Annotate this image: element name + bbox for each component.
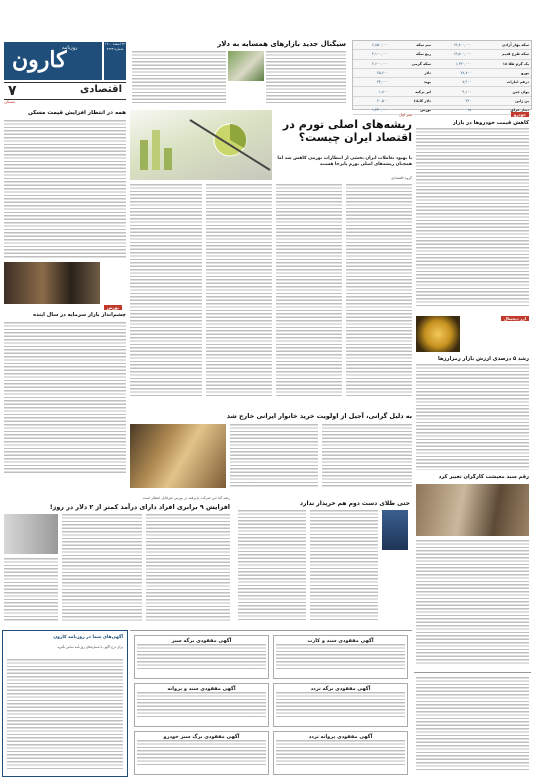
right-top-headline: کاهش قیمت خودروها در بازار <box>452 120 529 126</box>
mid-text-1 <box>322 424 412 488</box>
classified-ad-text <box>276 644 405 670</box>
main-col-1 <box>346 184 412 396</box>
bottom-mid-text-2 <box>238 510 306 622</box>
price-cell: لیر ترکیه <box>390 87 433 96</box>
classified-ad-text <box>137 644 266 670</box>
price-cell: ۱۸ <box>433 106 473 115</box>
bitcoin-photo <box>416 316 460 352</box>
right-top-tag: خودرو <box>511 112 529 117</box>
bottom-left-text-1 <box>146 514 230 622</box>
section-bar <box>4 82 126 100</box>
price-cell: ۱,۸۰۰ <box>353 87 390 96</box>
price-cell: ۲,۶۰۰,۰۰۰ <box>353 59 390 68</box>
main-story <box>130 110 412 410</box>
price-row <box>353 78 531 87</box>
left-top-headline: همه در انتظار افزایش قیمت مسکن <box>28 110 126 116</box>
section-name: اقتصادی <box>80 84 122 95</box>
issue-number: شماره ۴۶۳۳ <box>106 47 124 51</box>
mid-article <box>130 412 412 492</box>
bottom-mid-article <box>236 496 412 626</box>
bottom-left-text-2 <box>62 514 142 622</box>
price-cell: سکه بهار آزادی <box>473 41 531 50</box>
classified-ad-text <box>276 740 405 766</box>
masthead-info <box>104 42 126 80</box>
classified-ad <box>134 731 269 775</box>
price-cell: ۱۴,۵۰۰,۰۰۰ <box>433 50 473 59</box>
price-row <box>353 50 531 59</box>
price-cell: بورس <box>390 106 433 115</box>
right-top-article <box>414 110 531 310</box>
section-tag: مسکن <box>4 99 15 104</box>
price-cell: سکه طرح قدیم <box>473 50 531 59</box>
mid-text-2 <box>230 424 318 488</box>
price-cell: ۱,۳۳۰,۰۰۰ <box>433 59 473 68</box>
ads-area <box>130 630 412 776</box>
price-cell: دینار عراق <box>473 106 531 115</box>
price-cell: دلار <box>390 68 433 77</box>
main-headline: ریشه‌های اصلی تورم در اقتصاد ایران چیست؟ <box>282 118 412 144</box>
promo-box <box>2 630 128 777</box>
main-col-4 <box>130 184 202 396</box>
main-subhead: با بهبود تعاملات ایران بخشی از انتظارات تورمی کاهش شد اما همچنان ریشه‌های اصلی تورم پابرجا هستند <box>277 156 412 167</box>
right-mid-headline: رشد ۵ درصدی ارزش بازار رمزارزها <box>438 356 529 362</box>
classified-ad <box>273 731 408 775</box>
classified-ad <box>273 683 408 727</box>
left-mid-article <box>2 312 128 477</box>
issue-date: ۲۲ اسفند ۱۴۰۰ <box>104 42 126 46</box>
bottom-left-headline: افزایش ۹ برابری افراد دارای درآمد کمتر از ۲ دلار در روز! <box>49 503 230 511</box>
price-cell: یوان چین <box>473 87 531 96</box>
price-cell: ۲۰,۵۰۰ <box>353 96 390 105</box>
classified-ad-title: آگهی مفقودی پروانه تردد <box>308 734 373 740</box>
main-kicker: تیتر اول <box>399 112 412 117</box>
price-cell: دلار کانادا <box>390 96 433 105</box>
left-mid-headline: چشم‌انداز بازار سرمایه در سال آینده <box>33 312 126 318</box>
price-cell: درهم امارات <box>473 78 531 87</box>
price-cell: ۲۸,۷۰۰ <box>433 68 473 77</box>
top-story-text-b <box>132 51 226 103</box>
nuts-photo <box>130 424 226 488</box>
classified-ad-title: آگهی مفقودی سند و کارت <box>307 638 374 644</box>
price-cell: ۲۵,۶۰۰ <box>353 68 390 77</box>
gold-photo <box>382 510 408 550</box>
promo-text: برای درج آگهی با شماره‌های روزنامه تماس بگیرید <box>57 645 123 649</box>
classified-ad-text <box>276 692 405 718</box>
price-row <box>353 96 531 105</box>
left-top-article <box>2 110 128 260</box>
right-bottom-headline: رقم سبد معیشت کارگران تغییر کرد <box>438 474 529 480</box>
worker-photo <box>416 484 529 536</box>
masthead <box>0 40 128 106</box>
ads-grid <box>130 631 412 779</box>
page-number: ۷ <box>8 83 17 99</box>
logo-box <box>4 42 102 80</box>
price-cell: ربع سکه <box>390 50 433 59</box>
classified-ad <box>134 683 269 727</box>
price-cell: ۴,۱۰۰ <box>433 87 473 96</box>
price-cell: ۶,۸۵۰,۰۰۰ <box>353 41 390 50</box>
price-row <box>353 68 531 77</box>
price-table <box>352 40 532 113</box>
left-mid-text <box>4 322 126 474</box>
mid-headline: به دلیل گرانی، آجیل از اولویت خرید خانوار ایرانی خارج شد <box>226 412 412 420</box>
bottom-mid-text-1 <box>310 510 378 622</box>
price-cell: پوند <box>390 78 433 87</box>
price-row <box>353 41 531 50</box>
classified-ad-title: آگهی مفقودی سند و پروانه <box>167 686 236 692</box>
right-mid-tag: ارز دیجیتال <box>501 316 529 321</box>
price-cell: یک گرم طلا ۱۸ <box>473 59 531 68</box>
left-top-text <box>4 120 126 258</box>
price-cell: ۴,۱۰۰,۰۰۰ <box>353 50 390 59</box>
price-cell: ین ژاپن <box>473 96 531 105</box>
classified-ad-title: آگهی مفقودی برگه تردد <box>310 686 371 692</box>
bottom-left-photo <box>4 514 58 554</box>
money-photo <box>228 51 264 81</box>
right-mid-text <box>416 364 529 470</box>
price-cell: ۱۴,۸۰۰,۰۰۰ <box>433 41 473 50</box>
bottom-left-kicker: رشد گدا این شرکت پذیرفته در بورس غیرقابل انتظار است <box>142 496 230 500</box>
classified-ad-text <box>137 692 266 718</box>
bottom-mid-headline: حتی طلای دست دوم هم خریدار ندارد <box>299 500 410 507</box>
classified-ad-text <box>137 740 266 766</box>
price-cell: ۱,۳۴۰,۰۰۰ <box>353 106 390 115</box>
classified-ad <box>134 635 269 679</box>
price-row <box>353 59 531 68</box>
top-story <box>132 40 346 108</box>
right-bottom-ad-text <box>416 677 529 772</box>
right-bottom-text <box>416 540 529 666</box>
price-cell: یورو <box>473 68 531 77</box>
price-cell: ۷,۲۰۰ <box>433 78 473 87</box>
price-cell: ۲۲۰ <box>433 96 473 105</box>
logo-text: کارون <box>12 47 67 73</box>
price-table-grid <box>353 41 531 115</box>
top-headline: سیگنال جدید بازارهای همسایه به دلار <box>217 40 346 48</box>
promo-title: آگهی‌های شما در روزنامه کارون <box>53 635 123 640</box>
main-col-3 <box>206 184 272 396</box>
left-mid-tag: بورس <box>104 305 122 310</box>
market-photo <box>4 262 100 304</box>
bottom-left-article <box>2 496 232 626</box>
classified-ad-title: آگهی مفقودی برگه سبز <box>171 638 232 644</box>
right-bottom-article <box>414 474 531 670</box>
logo-subtitle: روزنامه <box>62 45 78 51</box>
right-bottom-ad <box>414 672 531 776</box>
price-cell: نیم سکه <box>390 41 433 50</box>
price-row <box>353 87 531 96</box>
chart-photo-illustration <box>130 110 272 180</box>
promo-filler <box>7 659 123 769</box>
price-cell: سکه گرمی <box>390 59 433 68</box>
classified-ad <box>273 635 408 679</box>
chart-photo <box>130 110 272 180</box>
right-mid-article <box>414 312 531 472</box>
main-col-2 <box>276 184 342 396</box>
main-byline: گروه اقتصادی <box>391 176 412 180</box>
top-story-text-a <box>266 51 346 103</box>
right-top-text <box>416 128 529 308</box>
classified-ad-title: آگهی مفقودی برگ سبز خودرو <box>163 734 240 740</box>
price-cell: ۳۴,۰۰۰ <box>353 78 390 87</box>
bottom-left-text-3 <box>4 558 58 622</box>
